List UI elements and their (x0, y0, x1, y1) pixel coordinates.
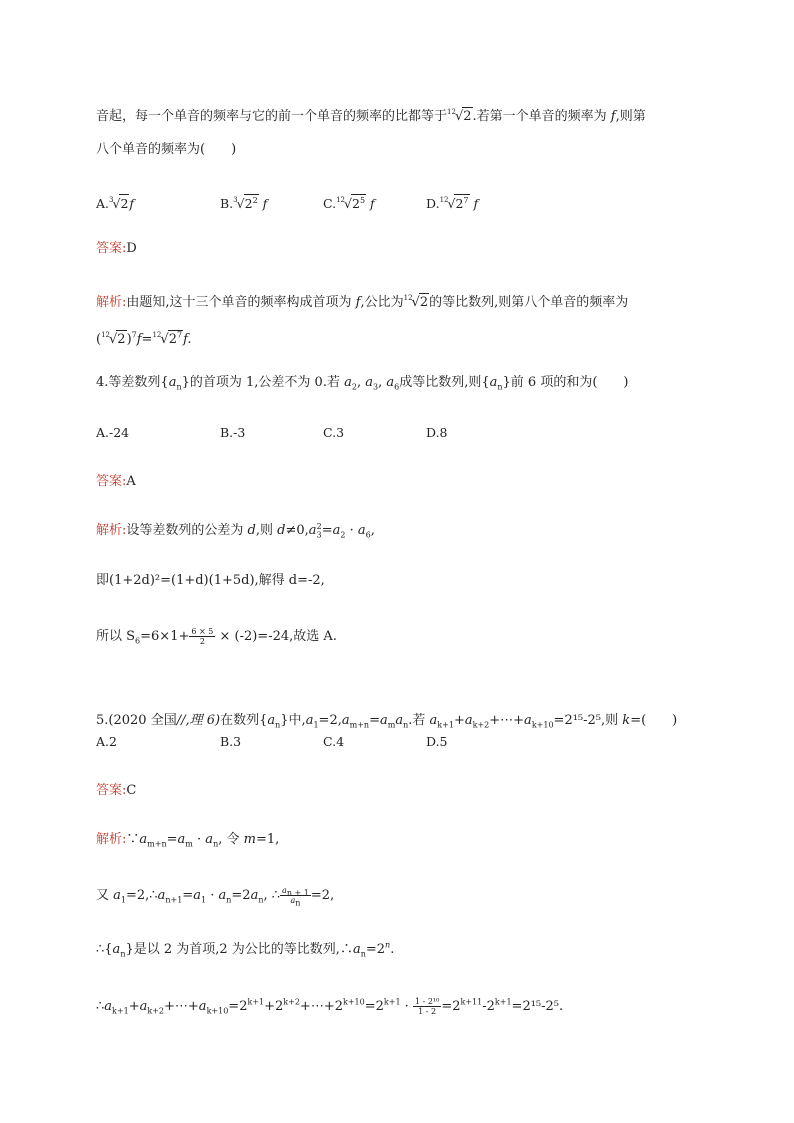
q3-stem-text-a: 音起，每一个单音的频率与它的前一个单音的频率的比都等于 (96, 109, 448, 124)
q3-f: f (610, 109, 616, 124)
q3-analysis-line1: 解析:由题知,这十三个单音的频率构成首项为 f,公比为$^{12}$√2的等比数列,则第八个单音的频率为 (96, 294, 629, 310)
q4-stem-c: 成等比数列,则{ (399, 375, 490, 390)
q5-option-b: B.3 (220, 734, 242, 749)
q4-option-a: A.-24 (96, 425, 130, 440)
q4-option-d: D.8 (426, 425, 448, 440)
fraction (413, 997, 441, 1016)
analysis-text-c: f= (136, 332, 153, 347)
radicand-base: 2 (244, 196, 253, 211)
line4-c: +2 (264, 999, 284, 1014)
q4-stem-d: }前 6 项的和为( ) (502, 375, 629, 390)
q3-option-a: A.$^3$√2f (96, 196, 135, 211)
q4-stem-a: 4.等差数列{ (96, 375, 169, 390)
line4-g: -2 (482, 999, 495, 1014)
q3-option-d: $D.^{12}√2^7$ f (426, 195, 479, 211)
q5-stem-e: =2, (318, 713, 342, 728)
q5-stem-b: //,理 6) (176, 713, 221, 728)
q5-stem-h: =( ) (630, 713, 678, 728)
q5-analysis-line3: $\therefore\{a_n\}$是以 2 为首项,2 为公比的等比数列$,\therefore a_n=2^n$. (96, 940, 395, 959)
analysis-c: =1, (255, 832, 280, 847)
radicand (454, 194, 469, 213)
radicand: 2 (463, 109, 472, 124)
q3-stem-text-c: ,则第 (615, 109, 646, 124)
radicand (351, 194, 366, 213)
root-index: 3 (109, 196, 114, 204)
q3-option-c: $C.^{12}√2^5$ f (323, 195, 375, 211)
radicand (244, 194, 259, 213)
q5-analysis-line4: $\therefore a_{k+1}+a_{k+2}+\cdots+a_{k+10}=2^{k+1}+2^{k+2}+\cdots+2^{k+10}=2^{k+1}$ · $\frac{\text{1 - 2¹⁰}}{1 - 2}$ $=2^{k+11}-2^{k+1}=2^{15}-2^5$. (96, 997, 564, 1016)
line4-h: =2¹⁵-2⁵. (511, 999, 564, 1014)
q4-analysis-line1: 解析:设等差数列的公差为 d,则 $d\ne 0,a_3^2=a_2 \cdot a_6$, (96, 521, 375, 540)
analysis-b: 令 (226, 832, 240, 847)
analysis-text-c: ≠0, (285, 523, 309, 538)
q5-option-c: C.4 (323, 734, 345, 749)
answer-value: A (126, 474, 136, 489)
line4-d: +⋯+2 (299, 999, 343, 1014)
radicand-exp: 7 (176, 330, 183, 340)
q5-answer (96, 782, 136, 800)
root-12-of-2: $^{12}$√2 (447, 108, 472, 124)
line4-a: ∴ (96, 999, 105, 1014)
answer-label: 答案: (96, 241, 127, 256)
line4-b: =2 (228, 999, 248, 1014)
line4-e: =2 (364, 999, 384, 1014)
q4-analysis-line3: 所以 $S_6=6\times 1+$ $\frac{6 \times 5}{2}$ × (-2)=-24,故选 A. (96, 627, 337, 646)
answer-label: 答案: (96, 474, 127, 489)
analysis-text-d: f. (183, 332, 192, 347)
q4-option-c: C.3 (323, 425, 345, 440)
q5-stem: 5.(2020 全国//,理 6)在数列$\{a_n\}$中$,a_1=2,a_{m+n}=a_ma_n$.若 $a_{k+1}+a_{k+2}+\cdots+a_{k+10}=2^{15}-2^5$,则 k=( ) (96, 713, 678, 730)
q4-analysis-line2: 即(1+2d)²=(1+d)(1+5d),解得 d=-2, (96, 573, 325, 588)
fraction-denominator: 1 - 2 (418, 1007, 437, 1016)
fraction-numerator: 6 × 5 (191, 627, 214, 636)
line3-c: × (-2)=-24,故选 A. (215, 629, 337, 644)
option-label: D. (426, 196, 440, 211)
root-index: 12 (336, 196, 346, 204)
q3-f: f (355, 295, 361, 310)
option-f: f (129, 196, 135, 211)
analysis-a: ∵ (126, 832, 140, 847)
fraction: $\frac{a_{n + 1}}{a_n}$ (282, 886, 309, 908)
root-index: 3 (233, 196, 238, 204)
q4-stem: 4.等差数列$\{a_n\}$的首项为 1,公差不为 0.若 $a_2$, $a_3$, $a_6$成等比数列,则$\{a_n\}$前 6 项的和为( ) (96, 375, 629, 392)
q3-answer (96, 240, 137, 258)
line2-c: =2, (310, 888, 335, 903)
analysis-text-a: 设等差数列的公差为 (126, 523, 244, 538)
q4-stem-b: }的首项为 1,公差不为 0.若 (181, 375, 340, 390)
analysis-text-b: ,公比为 (360, 295, 404, 310)
q4-option-b: B.-3 (220, 425, 246, 440)
q3-stem-line2: 八个单音的频率为( ) (96, 142, 237, 157)
radicand (168, 330, 183, 349)
q5-stem-f: .若 (408, 713, 426, 728)
option-label: C. (323, 196, 337, 211)
option-label: B. (220, 196, 234, 211)
line2-a: 又 (96, 888, 114, 903)
q3-stem-line1 (96, 103, 646, 126)
root-index: 12 (152, 331, 162, 339)
root-index: 12 (403, 294, 413, 302)
q5-analysis-line2: 又 $a_1=2,\therefore a_{n+1}=a_1 \cdot a_n=2a_n$, ∴ $\frac{a_{n + 1}}{a_n}$ =2, (96, 886, 335, 908)
q5-option-a: A.2 (96, 734, 117, 749)
option-f: f (473, 196, 479, 211)
answer-label: 答案: (96, 783, 127, 798)
root-index: 12 (447, 108, 456, 116)
q5-stem-g: =2¹⁵-2⁵,则 (553, 713, 619, 728)
fraction (189, 627, 215, 646)
paren-close: ) (126, 332, 132, 347)
q3-stem-text-b: .若第一个单音的频率为 (472, 109, 607, 124)
radicand-base: 2 (351, 196, 360, 211)
option-f: f (370, 196, 375, 211)
analysis-label: 解析: (96, 295, 127, 310)
option-f: f (262, 196, 268, 211)
paren-open: ( (96, 332, 102, 347)
answer-value: D (126, 241, 137, 256)
line3-c: =2 (365, 942, 386, 957)
radicand-base: 2 (455, 196, 464, 211)
line3-b: =6×1+ (140, 629, 190, 644)
q5-stem-d: }中, (280, 713, 306, 728)
analysis-label: 解析: (96, 523, 127, 538)
analysis-label: 解析: (96, 832, 127, 847)
q5-analysis-line1: 解析$:\because a_{m+n}=a_m \cdot a_n$, 令 m=1, (96, 832, 280, 849)
q3-analysis-line2: $(^{12}√2)^7f=^{12}√2^7f$. (96, 330, 192, 347)
line3-a: 所以 S (96, 629, 136, 644)
line3-b: }是以 2 为首项,2 为公比的等比数列,∴ (125, 942, 353, 957)
fraction-denominator: 2 (199, 637, 205, 646)
answer-value: C (126, 783, 137, 798)
radicand-exp: 2 (252, 195, 258, 205)
radicand: 2 (419, 295, 429, 310)
radicand-base: 2 (168, 332, 177, 347)
radicand: 2 (120, 196, 129, 211)
fraction-numerator: 1 - 2¹⁰ (414, 997, 440, 1006)
q4-answer (96, 473, 136, 491)
line2-b: =2,∴ (126, 888, 158, 903)
analysis-text-a: 由题知,这十三个单音的频率构成首项为 (126, 295, 352, 310)
q5-stem-c: 在数列{ (220, 713, 268, 728)
q5-option-d: D.5 (426, 734, 448, 749)
root-index: 12 (439, 196, 449, 204)
option-label: A. (96, 196, 110, 211)
radicand-exp: 5 (359, 195, 366, 205)
line4-f: =2 (441, 999, 461, 1014)
q5-stem-a: 5.(2020 全国 (96, 713, 177, 728)
analysis-text-b: ,则 (255, 523, 274, 538)
q3-option-b: $B.^3√2^2$ f (220, 195, 268, 211)
analysis-text-c: 的等比数列,则第八个单音的频率为 (429, 295, 629, 310)
exponent: 7 (131, 330, 137, 340)
radicand-exp: 7 (463, 195, 469, 205)
radicand: 2 (117, 332, 126, 347)
root-index: 12 (101, 331, 110, 339)
line3-a: ∴{ (96, 942, 113, 957)
